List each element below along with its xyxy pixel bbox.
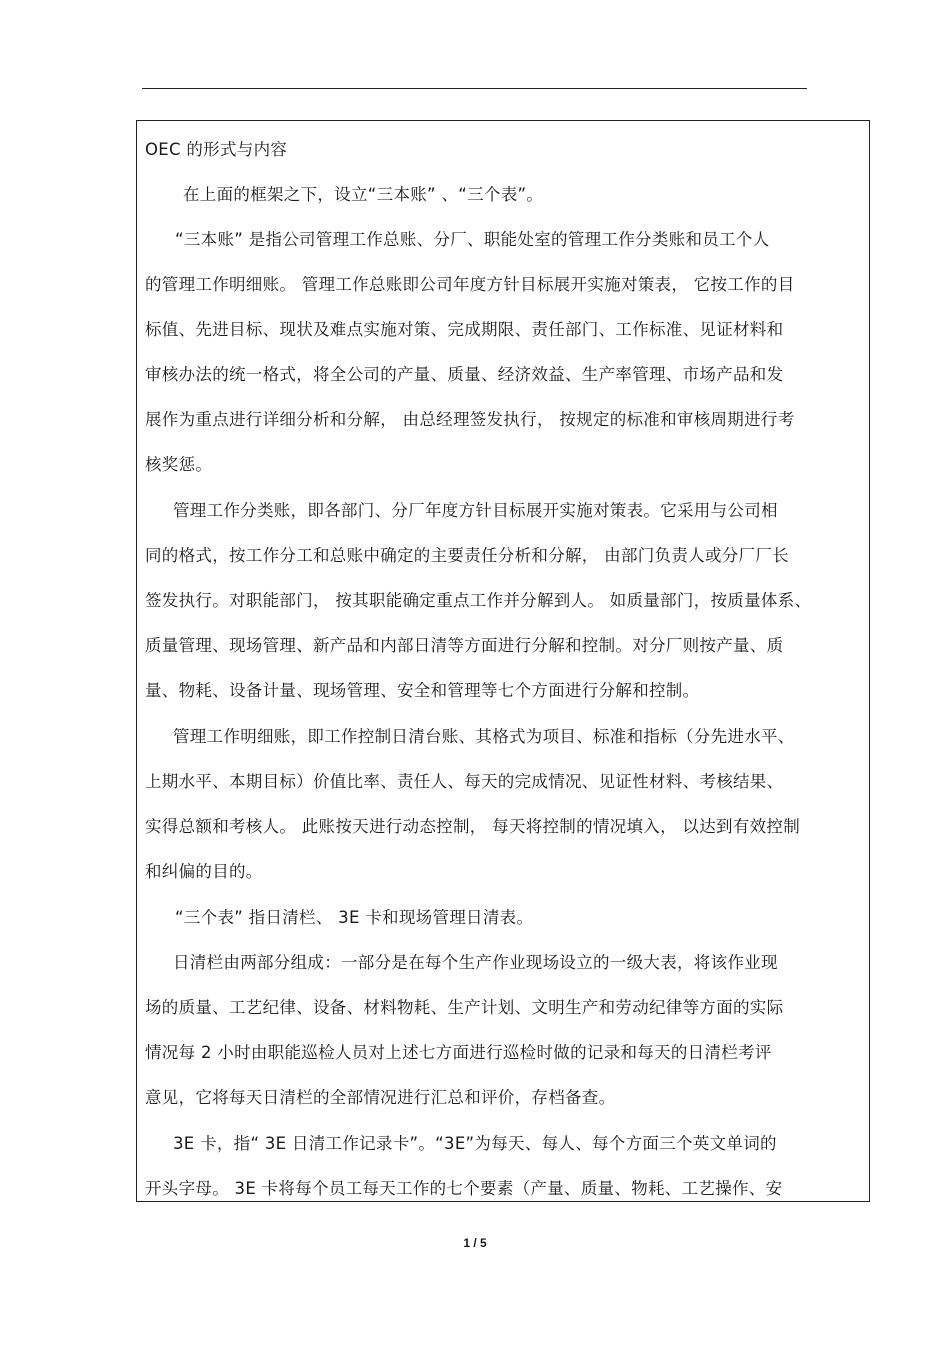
paragraph-line: 标值、先进目标、现状及难点实施对策、完成期限、责任部门、工作标准、见证材料和 xyxy=(145,320,784,339)
paragraph-line: 场的质量、工艺纪律、设备、材料物耗、生产计划、文明生产和劳动纪律等方面的实际 xyxy=(145,998,784,1017)
paragraph-line: 实得总额和考核人。 此账按天进行动态控制， 每天将控制的情况填入， 以达到有效控制 xyxy=(145,817,801,836)
paragraph-line: 上期水平、本期目标）价值比率、责任人、每天的完成情况、见证性材料、考核结果、 xyxy=(145,772,784,791)
paragraph-line: 管理工作明细账，即工作控制日清台账、其格式为项目、标准和指标（分先进水平、 xyxy=(173,727,795,746)
paragraph-line: 量、物耗、设备计量、现场管理、安全和管理等七个方面进行分解和控制。 xyxy=(145,681,700,700)
paragraph-line: 3E 卡，指“ 3E 日清工作记录卡”。“3E”为每天、每人、每个方面三个英文单词的 xyxy=(173,1134,777,1153)
header-rule xyxy=(142,88,807,89)
paragraph-line: 开头字母。 3E 卡将每个员工每天工作的七个要素（产量、质量、物耗、工艺操作、安 xyxy=(145,1179,783,1198)
paragraph-line: 审核办法的统一格式，将全公司的产量、质量、经济效益、生产率管理、市场产品和发 xyxy=(145,365,784,384)
content-frame xyxy=(136,120,870,1202)
paragraph-line: 同的格式，按工作分工和总账中确定的主要责任分析和分解， 由部门负责人或分厂厂长 xyxy=(145,546,789,565)
paragraph-line: 管理工作分类账，即各部门、分厂年度方针目标展开实施对策表。它采用与公司相 xyxy=(173,501,778,520)
paragraph-line: 展作为重点进行详细分析和分解， 由总经理签发执行， 按规定的标准和审核周期进行考 xyxy=(145,410,795,429)
paragraph-line: 和纠偏的目的。 xyxy=(145,862,263,881)
paragraph-line: 质量管理、现场管理、新产品和内部日清等方面进行分解和控制。对分厂则按产量、质 xyxy=(145,636,784,655)
paragraph-line: 意见，它将每天日清栏的全部情况进行汇总和评价，存档备查。 xyxy=(145,1088,616,1107)
page-number: 1 / 5 xyxy=(463,1236,487,1250)
paragraph-line: “三个表” 指日清栏、 3E 卡和现场管理日清表。 xyxy=(175,908,534,927)
paragraph-line: “三本账” 是指公司管理工作总账、分厂、职能处室的管理工作分类账和员工个人 xyxy=(175,230,770,249)
paragraph-line: 签发执行。对职能部门， 按其职能确定重点工作并分解到人。 如质量部门，按质量体系、 xyxy=(145,591,812,610)
paragraph-line: 在上面的框架之下，设立“三本账” 、“三个表”。 xyxy=(183,185,544,204)
paragraph-line: 核奖惩。 xyxy=(145,455,213,474)
paragraph-line: 的管理工作明细账。 管理工作总账即公司年度方针目标展开实施对策表， 它按工作的目 xyxy=(145,275,795,294)
paragraph-line: 情况每 2 小时由职能巡检人员对上述七方面进行巡检时做的记录和每天的日清栏考评 xyxy=(145,1043,772,1062)
section-title: OEC 的形式与内容 xyxy=(145,140,288,159)
paragraph-line: 日清栏由两部分组成：一部分是在每个生产作业现场设立的一级大表，将该作业现 xyxy=(173,953,778,972)
